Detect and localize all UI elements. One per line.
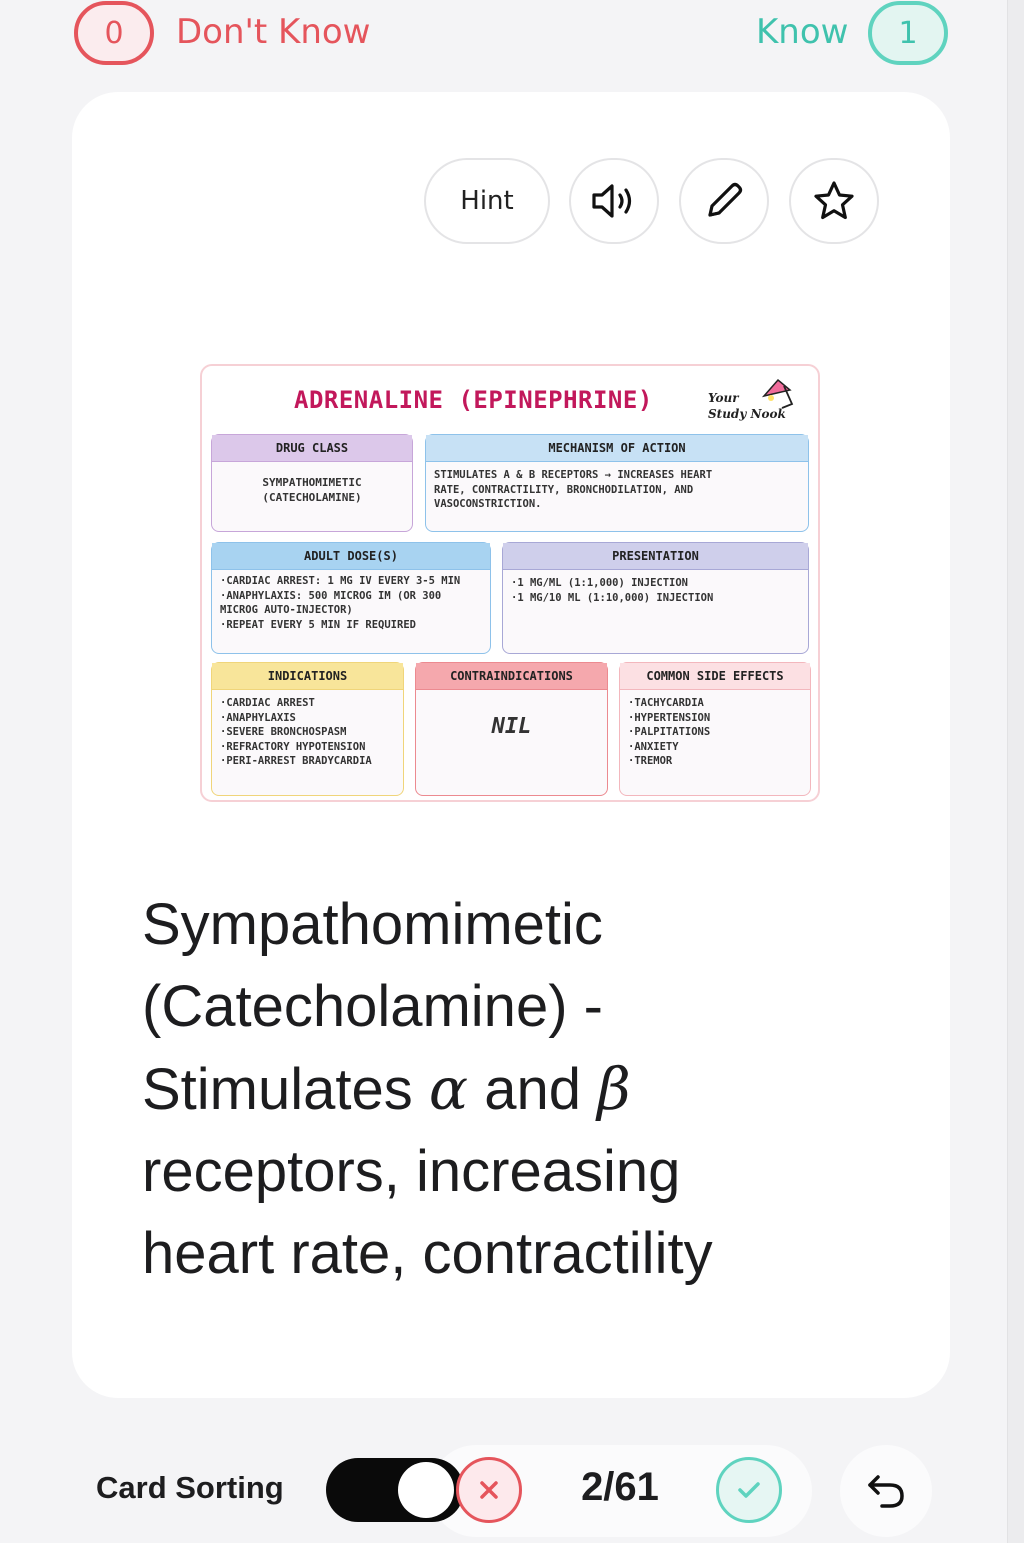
card-sorting-toggle[interactable] [326, 1458, 464, 1522]
dont-know-button[interactable] [456, 1457, 522, 1523]
contraindications-header: CONTRAINDICATIONS [416, 663, 607, 690]
answer-text [142, 884, 782, 1286]
drug-class-header: DRUG CLASS [212, 435, 412, 462]
flashcard-image [200, 364, 820, 802]
know-count-badge [868, 1, 948, 65]
mechanism-box [425, 434, 809, 532]
mechanism-body: STIMULATES Α & Β RECEPTORS → INCREASES HEART RATE, CONTRACTILITY, BRONCHODILATION, AND VASOCONSTRICTION. [434, 469, 713, 510]
indications-body: ·CARDIAC ARREST ·ANAPHYLAXIS ·SEVERE BRONCHOSPASM ·REFRACTORY HYPOTENSION ·PERI-ARREST BRADYCARDIA [220, 697, 372, 767]
card-progress: 2/61 [581, 1465, 659, 1509]
speaker-icon [590, 181, 638, 221]
adult-dose-body: ·CARDIAC ARREST: 1 MG IV EVERY 3-5 MIN ·ANAPHYLAXIS: 500 MICROG IM (OR 300 MICROG AUTO-INJECTOR) ·REPEAT EVERY 5 MIN IF REQUIRED [220, 575, 461, 631]
scrollbar[interactable] [1007, 0, 1024, 1543]
dont-know-count-badge [74, 1, 154, 65]
know-button[interactable] [716, 1457, 782, 1523]
presentation-header: PRESENTATION [503, 543, 808, 570]
hint-label: Hint [460, 186, 514, 216]
undo-button[interactable] [840, 1445, 932, 1537]
dont-know-label: Don't Know [176, 12, 371, 52]
edit-button[interactable] [679, 158, 769, 244]
dont-know-count: 0 [104, 15, 124, 51]
drug-class-box [211, 434, 413, 532]
favorite-button[interactable] [789, 158, 879, 244]
beta-symbol: β [597, 1055, 631, 1123]
know-label: Know [756, 12, 849, 52]
toggle-knob [398, 1462, 454, 1518]
side-effects-header: COMMON SIDE EFFECTS [620, 663, 810, 690]
answer-and: and [484, 1057, 581, 1122]
know-count: 1 [898, 15, 918, 51]
card-sorting-label: Card Sorting [96, 1470, 284, 1505]
answer-part-2: receptors, increasing heart rate, contractility [142, 1139, 713, 1286]
adult-dose-box [211, 542, 491, 654]
flashcard[interactable] [72, 92, 950, 1398]
side-effects-box [619, 662, 811, 796]
alpha-symbol: α [428, 1055, 469, 1123]
indications-header: INDICATIONS [212, 663, 403, 690]
contraindications-body: NIL [491, 714, 532, 739]
star-icon [811, 179, 857, 223]
undo-icon [864, 1471, 908, 1511]
hint-button[interactable] [424, 158, 550, 244]
side-effects-body: ·TACHYCARDIA ·HYPERTENSION ·PALPITATIONS ·ANXIETY ·TREMOR [628, 697, 711, 767]
contraindications-box [415, 662, 608, 796]
image-title: ADRENALINE (EPINEPHRINE) [294, 386, 653, 414]
answer-part-1: Sympathomimetic (Catecholamine) - Stimulates [142, 892, 603, 1122]
drug-class-body: SYMPATHOMIMETIC (CATECHOLAMINE) [262, 476, 362, 504]
presentation-body: ·1 MG/ML (1:1,000) INJECTION ·1 MG/10 ML (1:10,000) INJECTION [511, 577, 714, 604]
presentation-box [502, 542, 809, 654]
logo-line-1: Your [708, 391, 739, 405]
mechanism-header: MECHANISM OF ACTION [426, 435, 808, 462]
adult-dose-header: ADULT DOSE(S) [212, 543, 490, 570]
indications-box [211, 662, 404, 796]
study-nook-logo [708, 374, 804, 434]
check-icon [736, 1479, 762, 1501]
speaker-button[interactable] [569, 158, 659, 244]
pencil-icon [702, 179, 746, 223]
logo-line-2: Study Nook [708, 407, 786, 421]
close-icon [478, 1479, 500, 1501]
